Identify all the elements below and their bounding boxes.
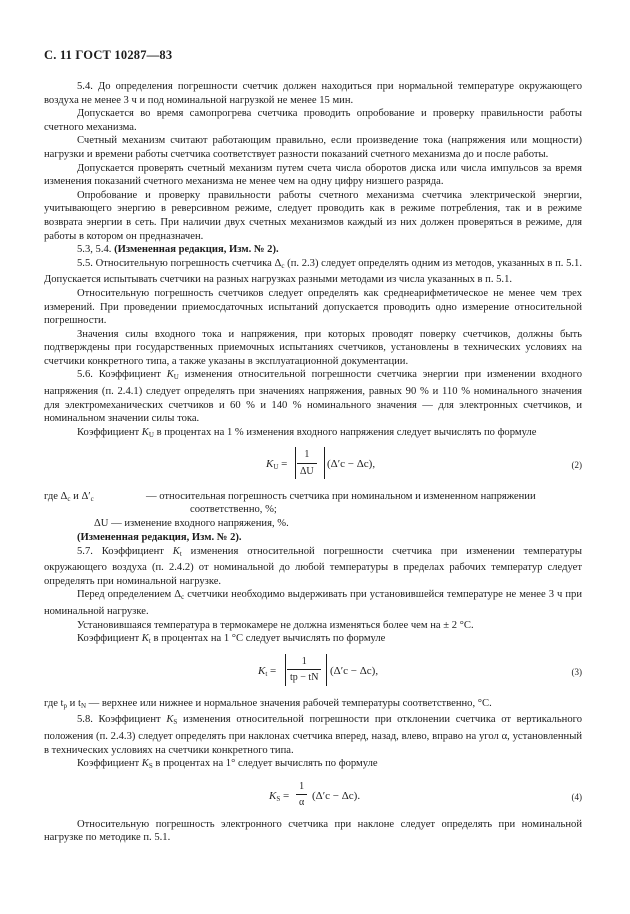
formula-lhs <box>266 458 287 475</box>
text-run: где Δ <box>44 491 68 503</box>
formula-3 <box>44 654 582 691</box>
subscript: U <box>273 463 279 472</box>
paragraph-counter-check: Допускается проверять счетный механизм путем счета числа оборотов диска или числа импульсов за время изменения показаний счетного механизма не менее чем на одну цифру низшего разряда. <box>44 162 582 188</box>
text-run: в процентах на 1 °С следует вычислять по формуле <box>150 633 386 645</box>
equation-number: (2) <box>571 460 582 471</box>
subscript: c <box>181 593 185 602</box>
paragraph-electronic-tilt: Относительную погрешность электронного счетчика при наклоне следует определять при номинальной нагрузке по методике п. 5.1. <box>44 818 582 844</box>
formula-4 <box>44 779 582 812</box>
symbol-k: K <box>141 758 149 770</box>
symbol-k: K <box>258 664 266 677</box>
formula-term: (Δ′c − Δc), <box>327 458 376 471</box>
paragraph-counter-correct: Счетный механизм считают работающим правильно, если произведение тока (напряжения или мощности) нагрузки и времени работы счетчика соответствует разности показаний счетного механизма до и после работы. <box>44 135 582 160</box>
amendment-note-2: (Измененная редакция, Изм. № 2). <box>77 532 242 544</box>
symbol-k: K <box>141 426 149 438</box>
amendment-ref: 5.3, 5.4. <box>77 244 112 256</box>
paragraph-chamber-temp: Установившаяся температура в термокамере не должна изменяться более чем на ± 2 °С. <box>77 619 474 631</box>
legend-desc-cont: соответственно, %; <box>190 504 277 516</box>
paragraph-5-7 <box>44 545 582 589</box>
text-run: — верхнее или нижнее и нормальное значения рабочей температуры соответственно, °С. <box>86 697 492 709</box>
subscript: t <box>179 549 182 558</box>
paragraph-kt-formula-intro <box>44 632 582 649</box>
paragraph-mean-error: Относительную погрешность счетчиков следует определять как среднеарифметическое не менее чем трех измерений. При проведении приемосдаточных испытаний допускается проводить одно измерение относительной погрешности. <box>44 287 582 327</box>
symbol-k: K <box>172 545 180 557</box>
symbol-k: K <box>166 714 174 726</box>
text-run: изменения относительной погрешности счетчика при изменении температуры окружающего воздуха (п. 2.4.2) от номинальной до любой температуры в пределах рабочих температур следует определять при номинальной нагрузке. <box>44 545 582 587</box>
denominator: α <box>299 797 305 809</box>
subscript: U <box>173 373 179 382</box>
fraction <box>296 780 307 810</box>
text-run: изменения относительной погрешности при отклонении счетчика от вертикального положения (п. 2.4.3) следует определять при наклонах счетчика вперед, назад, влево, вправо на угол α, установленный в технических условиях на счетчики конкретного типа. <box>44 714 582 756</box>
subscript: N <box>80 701 86 710</box>
equation-number: (4) <box>571 791 582 802</box>
denominator: tр − tN <box>290 672 319 684</box>
symbol-k: K <box>269 789 277 802</box>
legend-desc: — относительная погрешность счетчика при номинальном и измененном напряжении <box>146 491 536 503</box>
formula-lhs <box>258 665 276 682</box>
paragraph-self-heating: Допускается во время самопрогрева счетчика проводить опробование и проверку правильности работы счетного механизма. <box>44 108 582 133</box>
paragraph-5-6 <box>44 368 582 425</box>
text-run: изменения относительной погрешности счетчика энергии при изменении входного напряжения (п. 2.4.1) следует определять при значениях напряжения, равных 90 % и 110 % номинального значения для электромеханических счетчиков и 60 % и 140 % номинального значения — для электронных счетчиков, и номинальном значении силы тока. <box>44 369 583 425</box>
formula-term: (Δ′c − Δc). <box>312 789 361 802</box>
text-run: и Δ′ <box>70 491 91 503</box>
text-run: Коэффициент <box>77 426 142 438</box>
numerator: 1 <box>287 655 321 671</box>
text-run: Коэффициент <box>77 633 142 645</box>
text-run: (п. 2.3) следует определять одним из методов, указанных в п. 5.1. Допускается испытывать счетчики на разных нагрузках разными методами из числа указанных в п. 5.1. <box>44 257 582 286</box>
subscript: S <box>276 794 281 803</box>
text-run: в процентах на 1° следует вычислять по формуле <box>152 758 378 770</box>
text-run: 5.5. Относительную погрешность счетчика Δ <box>77 257 282 269</box>
paragraph-ku-formula-intro <box>44 426 582 443</box>
symbol-k: K <box>266 458 274 471</box>
paragraph-5-8 <box>44 713 582 757</box>
text-run: 5.6. Коэффициент <box>77 369 167 381</box>
legend-delta-u: ΔU — изменение входного напряжения, %. <box>94 518 289 530</box>
subscript: c <box>281 261 285 270</box>
text-run: в процентах на 1 % изменения входного напряжения следует вычислять по формуле <box>153 426 537 438</box>
fraction <box>297 448 317 478</box>
equals-sign: = <box>270 664 277 677</box>
subscript: р <box>63 701 68 710</box>
paragraph-hold-time <box>44 588 582 618</box>
paragraph-ks-formula-intro <box>44 757 582 774</box>
subscript: U <box>148 430 154 439</box>
formula-2-legend <box>44 490 582 517</box>
paragraph-5-4: 5.4. До определения погрешности счетчик должен находиться при нормальной температуре окружающего воздуха не менее 3 ч и под номинальной нагрузкой не менее 15 мин. <box>44 81 582 106</box>
symbol-k: K <box>166 369 174 381</box>
paragraph-amendment-5-3 <box>44 243 582 257</box>
text-run: 5.8. Коэффициент <box>77 714 167 726</box>
subscript: S <box>173 718 178 727</box>
symbol-k: K <box>141 633 149 645</box>
denominator: ΔU <box>300 466 314 478</box>
formula-lhs <box>269 790 289 807</box>
page-header: С. 11 ГОСТ 10287—83 <box>44 48 173 62</box>
text-run: 5.7. Коэффициент <box>77 545 173 557</box>
subscript: c <box>90 495 94 504</box>
text-run: счетчики необходимо выдерживать при установившейся температуре не менее 3 ч при номинальной нагрузке. <box>44 589 582 617</box>
paragraph-input-values: Значения силы входного тока и напряжения, при которых проводят поверку счетчиков, должны быть подтверждены при государственных приемочных испытаниях счетчиков, установлены в технических условиях на счетчики конкретного типа, а также указаны в эксплуатационной документации. <box>44 328 582 367</box>
document-body <box>44 78 582 845</box>
formula-term: (Δ′c − Δc), <box>330 664 379 677</box>
legend-lead <box>44 490 94 507</box>
subscript: S <box>148 762 153 771</box>
numerator: 1 <box>296 780 307 796</box>
amendment-note: (Измененная редакция, Изм. № 2). <box>114 244 279 256</box>
text-run: где t <box>44 697 64 709</box>
paragraph-reverse-mode: Опробование и проверку правильности работы счетного механизма счетчика электрической энергии, учитывающего энергию в реверсивном режиме, следует проводить как в режиме потребления, так и в режиме возврата энергии в сеть. При наличии двух счетных механизмов каждый из них должен проверяться в режиме, для работы в котором он предназначен. <box>44 189 582 242</box>
formula-2 <box>44 447 582 484</box>
subscript: c <box>67 495 71 504</box>
subscript: t <box>148 637 151 646</box>
paragraph-5-5 <box>44 257 582 287</box>
subscript: t <box>265 669 268 678</box>
text-run: Коэффициент <box>77 758 142 770</box>
equals-sign: = <box>281 458 288 471</box>
formula-3-legend <box>44 697 582 714</box>
text-run: Перед определением Δ <box>77 589 182 601</box>
fraction <box>287 655 321 685</box>
equation-number: (3) <box>571 666 582 677</box>
text-run: и t <box>67 697 81 709</box>
numerator: 1 <box>297 448 317 464</box>
equals-sign: = <box>283 789 290 802</box>
